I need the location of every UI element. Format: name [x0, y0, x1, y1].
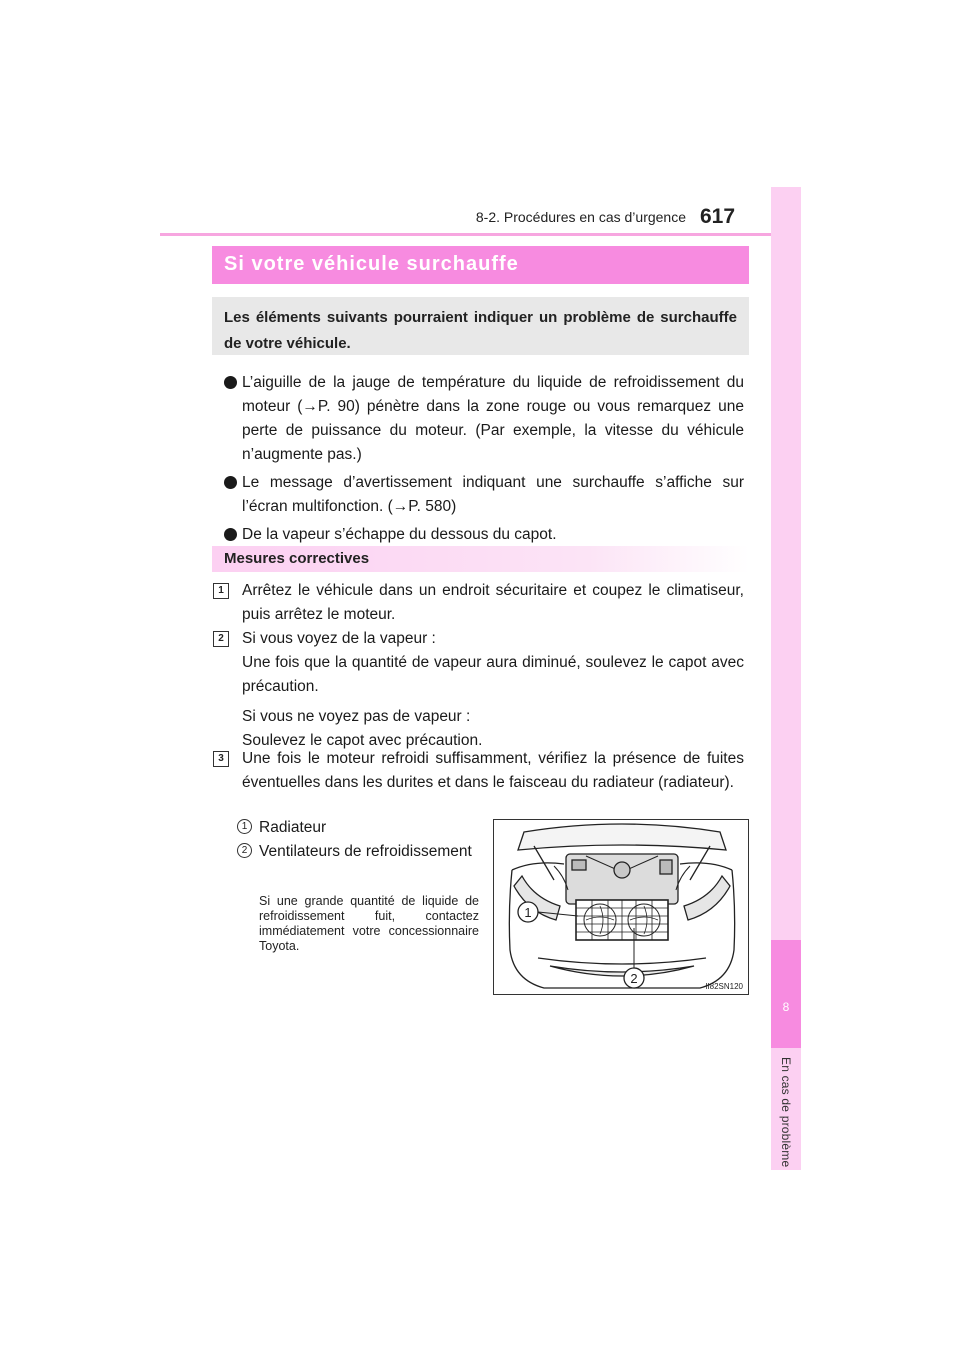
step-2	[213, 627, 744, 753]
page-number: 617	[700, 205, 736, 228]
chapter-marker	[771, 940, 801, 1048]
step-text: Arrêtez le véhicule dans un endroit sécuritaire et coupez le climatiseur, puis arrêtez le moteur.	[242, 582, 744, 623]
engine-bay-illustration	[494, 820, 749, 995]
section-reference: 8-2. Procédures en cas d’urgence	[475, 209, 686, 225]
chapter-side-tab	[771, 187, 801, 1170]
chapter-label: En cas de problème	[779, 1057, 793, 1168]
step-text: Une fois le moteur refroidi suffisamment, vérifiez la présence de fuites éventuelles dans les durites et dans le faisceau du radiateur (radiateur).	[242, 750, 744, 791]
intro-box: Les éléments suivants pourraient indiquer un problème de surchauffe de votre véhicule.	[212, 297, 749, 355]
bullet-icon	[224, 528, 237, 541]
list-item	[224, 523, 744, 547]
symptom-list	[224, 371, 744, 551]
step-number-box: 1	[213, 583, 229, 599]
step-number-box: 2	[213, 631, 229, 647]
bullet-text: Le message d’avertissement indiquant une surchauffe s’affiche sur l’écran multifonction. (→P. 580)	[242, 474, 744, 515]
step-condition: Si vous ne voyez pas de vapeur :	[242, 708, 471, 725]
step-text: Une fois que la quantité de vapeur aura diminué, soulevez le capot avec précaution.	[242, 654, 744, 695]
step-1	[213, 579, 744, 627]
legend-label: Ventilateurs de refroidissement	[259, 843, 472, 860]
step-number-box: 3	[213, 751, 229, 767]
bullet-icon	[224, 476, 237, 489]
callout-number: 2	[237, 843, 252, 858]
corrective-header: Mesures correctives	[212, 546, 749, 572]
legend-item-radiator	[237, 816, 477, 840]
step-3	[213, 747, 744, 795]
callout-number: 1	[237, 819, 252, 834]
engine-bay-figure	[493, 819, 749, 995]
page-title: Si votre véhicule surchauffe	[212, 246, 749, 284]
warning-note: Si une grande quantité de liquide de refroidissement fuit, contactez immédiatement votre concessionnaire Toyota.	[259, 894, 479, 953]
step-text: Soulevez le capot avec précaution.	[242, 732, 483, 749]
bullet-icon	[224, 376, 237, 389]
callout-1-label: 1	[524, 905, 532, 920]
legend-label: Radiateur	[259, 819, 327, 836]
legend-item-fans	[237, 840, 477, 864]
list-item	[224, 471, 744, 519]
figure-code: II82SN120	[705, 982, 743, 991]
list-item	[224, 371, 744, 467]
bullet-text: De la vapeur s’échappe du dessous du capot.	[242, 526, 557, 543]
callout-2-label: 2	[630, 971, 638, 986]
bullet-text: L’aiguille de la jauge de température du liquide de refroidissement du moteur (→P. 90) pénètre dans la zone rouge ou vous remarquez une perte de puissance du moteur. (Par exemple, la vitesse du véhicule n’augmente pas.)	[242, 374, 744, 463]
chapter-number: 8	[782, 1000, 790, 1014]
header-divider	[160, 233, 800, 236]
step-condition: Si vous voyez de la vapeur :	[242, 630, 436, 647]
